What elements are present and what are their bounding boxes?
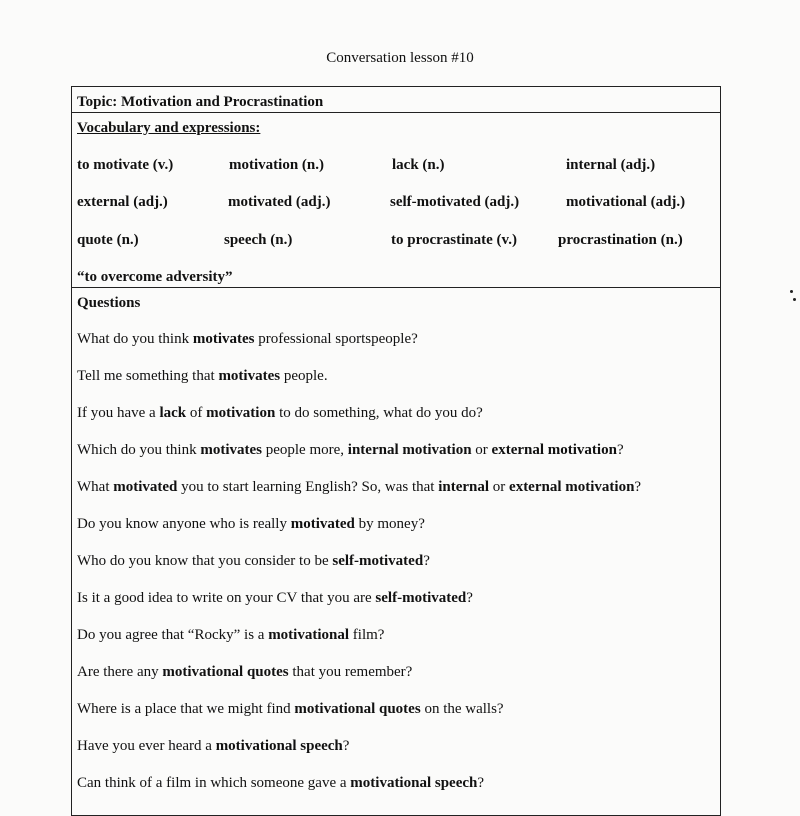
- question-text: Have you ever heard a: [77, 738, 216, 754]
- question-text: Which do you think: [77, 442, 201, 458]
- question-text: or: [471, 442, 492, 458]
- question-text: to do something, what do you do?: [275, 405, 483, 421]
- question-keyword: lack: [159, 405, 187, 421]
- question-keyword: motivational: [268, 627, 350, 643]
- question-keyword: external motivation: [491, 442, 617, 458]
- question-text: What: [77, 479, 114, 495]
- question-item: [77, 367, 328, 385]
- question-keyword: internal motivation: [347, 442, 472, 458]
- question-text: Can think of a film in which someone gave a: [77, 775, 351, 791]
- question-text: ?: [423, 553, 430, 569]
- vocab-item: to motivate (v.): [77, 157, 174, 173]
- question-keyword: motivated: [113, 479, 178, 495]
- question-text: on the walls?: [420, 701, 504, 717]
- question-text: Where is a place that we might find: [77, 701, 295, 717]
- question-item: [77, 552, 430, 570]
- vocab-item: internal (adj.): [566, 157, 656, 173]
- vocab-item: self-motivated (adj.): [390, 194, 520, 210]
- question-item: [77, 626, 384, 644]
- question-item: [77, 404, 483, 422]
- question-keyword: motivates: [218, 368, 281, 384]
- question-item: [77, 441, 624, 459]
- question-keyword: motivates: [200, 442, 262, 458]
- question-keyword: self-motivated: [332, 553, 424, 569]
- question-keyword: external motivation: [509, 479, 635, 495]
- question-keyword: motivational quotes: [162, 664, 289, 680]
- question-item: [77, 589, 473, 607]
- questions-heading: Questions: [77, 295, 141, 311]
- question-text: ?: [616, 442, 624, 458]
- question-keyword: motivated: [290, 516, 355, 532]
- vocab-item: lack (n.): [392, 157, 445, 173]
- question-keyword: internal: [438, 479, 490, 495]
- vocab-item: motivational (adj.): [566, 194, 686, 210]
- question-text: film?: [349, 627, 385, 643]
- question-text: Who do you know that you consider to be: [77, 553, 333, 569]
- question-item: [77, 700, 504, 718]
- question-text: of: [186, 405, 207, 421]
- question-item: [77, 663, 412, 681]
- topic-heading: Topic: Motivation and Procrastination: [77, 94, 324, 110]
- row-divider: [71, 287, 721, 288]
- question-text: you to start learning English? So, was that: [177, 479, 439, 495]
- scan-speck: [790, 290, 793, 293]
- question-text: ?: [477, 775, 485, 791]
- vocab-item: quote (n.): [77, 232, 139, 248]
- expression-item: “to overcome adversity”: [77, 269, 233, 285]
- question-keyword: self-motivated: [375, 590, 467, 606]
- question-text: or: [489, 479, 510, 495]
- vocab-item: motivation (n.): [229, 157, 324, 173]
- question-text: by money?: [354, 516, 425, 532]
- vocabulary-heading: Vocabulary and expressions:: [77, 120, 261, 136]
- vocab-item: motivated (adj.): [228, 194, 331, 210]
- question-text: ?: [634, 479, 642, 495]
- question-keyword: motivational speech: [350, 775, 478, 791]
- question-text: Tell me something that: [77, 368, 219, 384]
- question-keyword: motivates: [192, 331, 255, 347]
- question-keyword: motivational quotes: [294, 701, 421, 717]
- page-title: Conversation lesson #10: [326, 50, 474, 66]
- vocab-item: to procrastinate (v.): [391, 232, 517, 248]
- question-item: [77, 737, 349, 755]
- question-text: Are there any: [77, 664, 163, 680]
- question-item: [77, 478, 641, 496]
- row-divider: [71, 112, 721, 113]
- question-item: [77, 330, 418, 348]
- question-text: If you have a: [77, 405, 160, 421]
- question-text: people.: [280, 368, 328, 384]
- vocab-item: external (adj.): [77, 194, 168, 210]
- question-text: Do you agree that “Rocky” is a: [77, 627, 269, 643]
- question-text: professional sportspeople?: [254, 331, 418, 347]
- vocab-item: procrastination (n.): [558, 232, 683, 248]
- question-text: Is it a good idea to write on your CV that you are: [77, 590, 376, 606]
- question-keyword: motivational speech: [215, 738, 343, 754]
- question-item: [77, 774, 484, 792]
- vocab-item: speech (n.): [224, 232, 293, 248]
- question-text: ?: [342, 738, 350, 754]
- question-text: ?: [466, 590, 473, 606]
- scan-speck: [793, 298, 796, 301]
- question-text: people more,: [261, 442, 348, 458]
- question-text: that you remember?: [288, 664, 413, 680]
- question-keyword: motivation: [206, 405, 276, 421]
- question-text: What do you think: [77, 331, 193, 347]
- question-text: Do you know anyone who is really: [77, 516, 291, 532]
- question-item: [77, 515, 425, 533]
